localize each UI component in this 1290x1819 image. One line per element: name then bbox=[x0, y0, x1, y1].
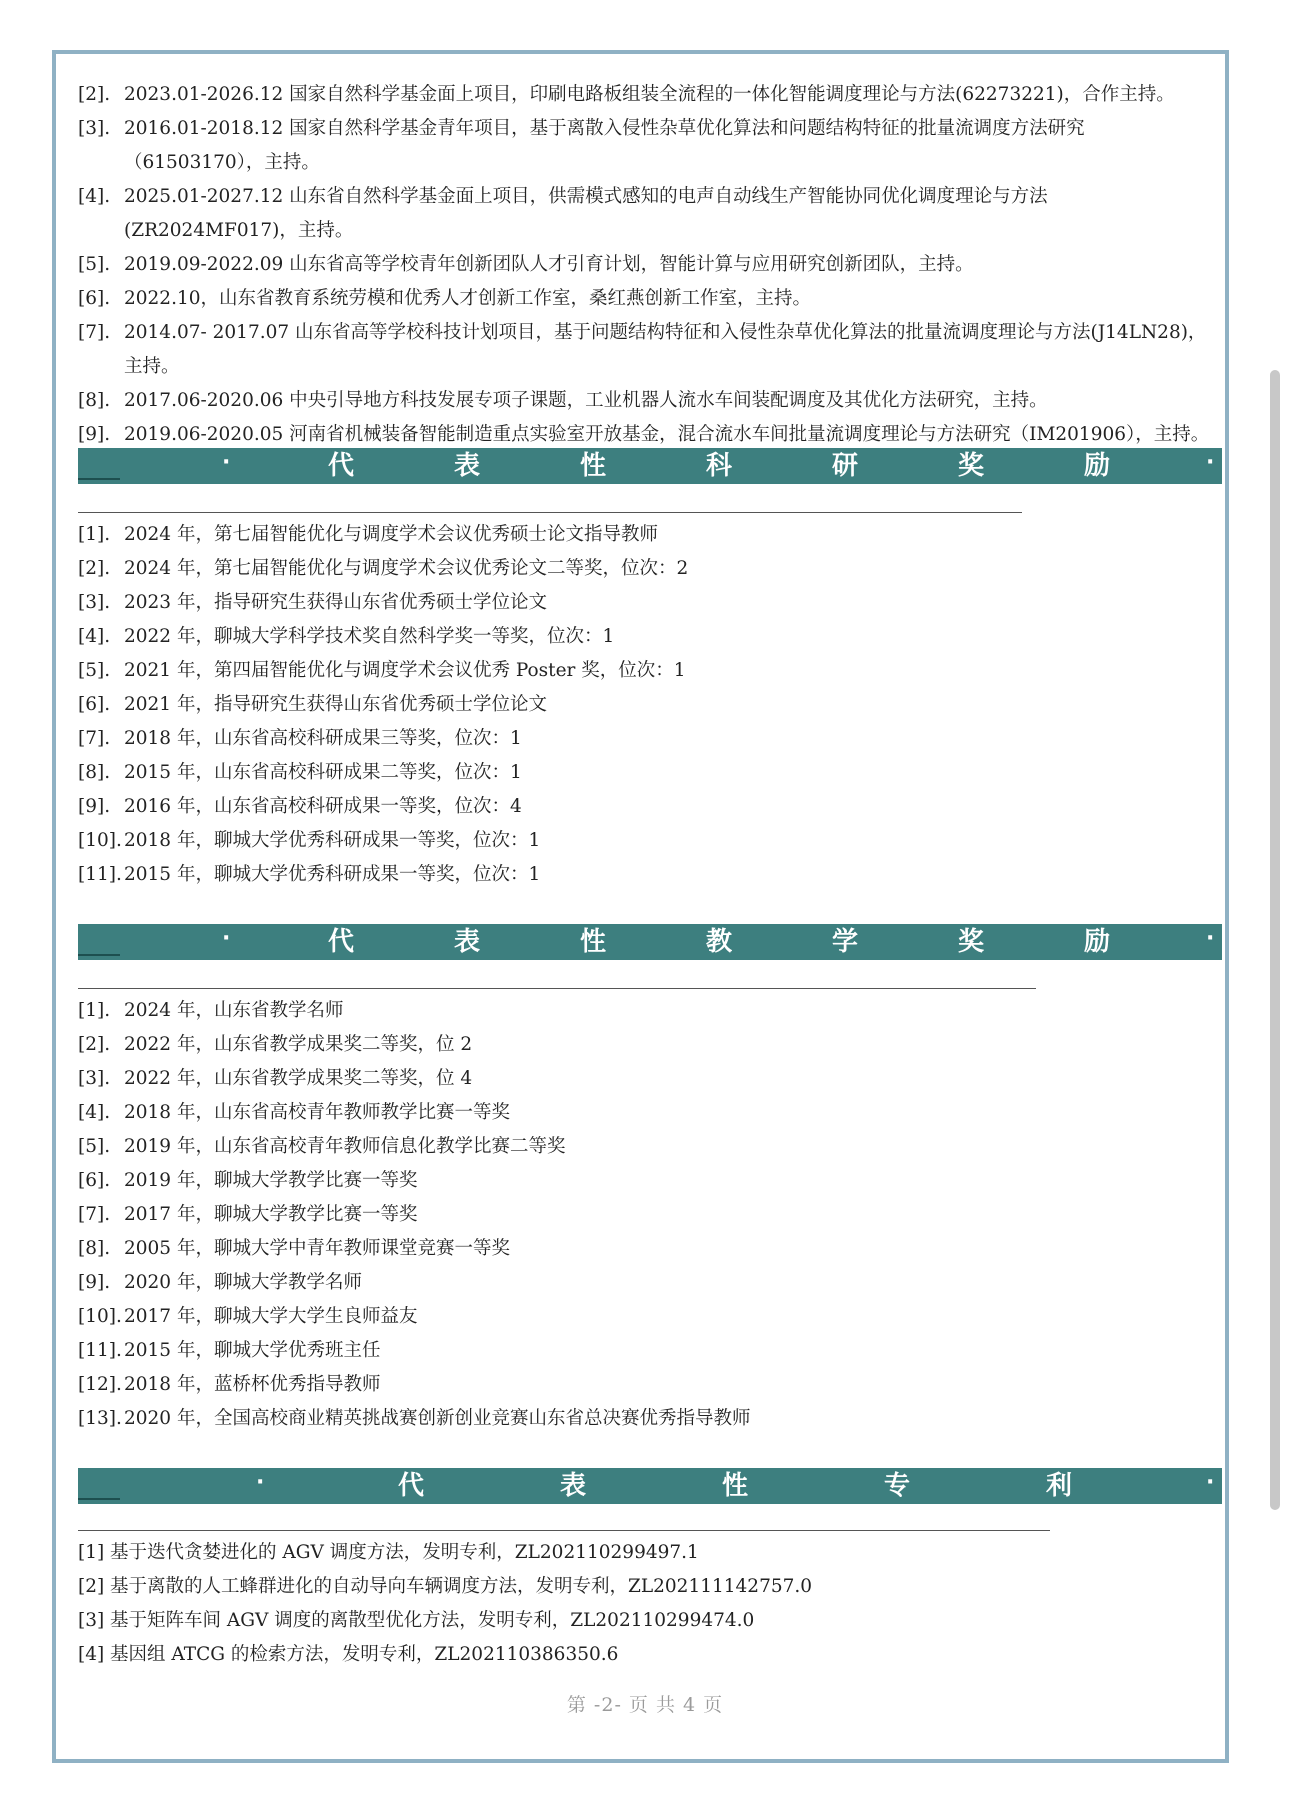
heading-char: 性 bbox=[722, 1471, 749, 1501]
list-item: [13]. 2020 年，全国高校商业精英挑战赛创新创业竞赛山东省总决赛优秀指导教师 bbox=[78, 1408, 751, 1429]
heading-char: 奖 bbox=[958, 451, 985, 481]
list-item: [10]. 2017 年，聊城大学大学生良师益友 bbox=[78, 1306, 418, 1327]
list-item: [1] 基于迭代贪婪进化的 AGV 调度方法，发明专利，ZL202110299497.1 bbox=[78, 1542, 699, 1563]
list-item: [6]. 2022.10，山东省教育系统劳模和优秀人才创新工作室，桑红燕创新工作室，主持。 bbox=[78, 288, 812, 309]
section-heading-teaching-awards bbox=[78, 924, 1222, 960]
section-heading-research-awards bbox=[78, 448, 1222, 484]
heading-char: 代 bbox=[328, 451, 355, 481]
list-item: [7]. 2014.07- 2017.07 山东省高等学校科技计划项目，基于问题结构特征和入侵性杂草优化算法的批量流调度理论与方法(J14LN28)，主持。 bbox=[78, 322, 1207, 377]
list-item: [3]. 2022 年，山东省教学成果奖二等奖，位 4 bbox=[78, 1068, 473, 1089]
list-item: [3]. 2016.01-2018.12 国家自然科学基金青年项目，基于离散入侵性杂草优化算法和问题结构特征的批量流调度方法研究（61503170），主持。 bbox=[78, 118, 1085, 173]
patent-list bbox=[78, 1536, 1218, 1672]
heading-dot: · bbox=[1206, 450, 1215, 475]
list-item: [9]. 2019.06-2020.05 河南省机械装备智能制造重点实验室开放基金，混合流水车间批量流调度理论与方法研究（IM201906），主持。 bbox=[78, 424, 1210, 445]
list-item: [4] 基因组 ATCG 的检索方法，发明专利，ZL202110386350.6 bbox=[78, 1644, 619, 1665]
list-item: [9]. 2020 年，聊城大学教学名师 bbox=[78, 1272, 362, 1293]
heading-char: 奖 bbox=[958, 927, 985, 957]
heading-char: 代 bbox=[398, 1471, 425, 1501]
list-item: [8]. 2005 年，聊城大学中青年教师课堂竞赛一等奖 bbox=[78, 1238, 510, 1259]
heading-char: 研 bbox=[832, 451, 859, 481]
list-item: [2]. 2023.01-2026.12 国家自然科学基金面上项目，印刷电路板组装全流程的一体化智能调度理论与方法(62273221)，合作主持。 bbox=[78, 84, 1175, 105]
heading-dot: · bbox=[256, 1470, 265, 1495]
page-footer: 第 -2- 页 共 4 页 bbox=[566, 1694, 724, 1716]
heading-dot: · bbox=[222, 926, 231, 951]
heading-char: 励 bbox=[1084, 451, 1111, 481]
list-item: [1]. 2024 年，第七届智能优化与调度学术会议优秀硕士论文指导教师 bbox=[78, 524, 658, 545]
heading-char: 性 bbox=[580, 927, 607, 957]
list-item: [8]. 2015 年，山东省高校科研成果二等奖，位次：1 bbox=[78, 762, 522, 783]
list-item: [2]. 2022 年，山东省教学成果奖二等奖，位 2 bbox=[78, 1034, 473, 1055]
list-item: [3]. 2023 年，指导研究生获得山东省优秀硕士学位论文 bbox=[78, 592, 547, 613]
section-rule bbox=[78, 1530, 1050, 1531]
list-item: [6]. 2019 年，聊城大学教学比赛一等奖 bbox=[78, 1170, 418, 1191]
list-item: [12]. 2018 年，蓝桥杯优秀指导教师 bbox=[78, 1374, 381, 1395]
heading-underline bbox=[78, 1498, 120, 1500]
list-item: [4]. 2025.01-2027.12 山东省自然科学基金面上项目，供需模式感知的电声自动线生产智能协同优化调度理论与方法(ZR2024MF017)，主持。 bbox=[78, 186, 1048, 241]
list-item: [11]. 2015 年，聊城大学优秀科研成果一等奖，位次：1 bbox=[78, 864, 541, 885]
list-item: [2]. 2024 年，第七届智能优化与调度学术会议优秀论文二等奖，位次：2 bbox=[78, 558, 689, 579]
heading-char: 教 bbox=[706, 927, 733, 957]
list-item: [6]. 2021 年，指导研究生获得山东省优秀硕士学位论文 bbox=[78, 694, 547, 715]
list-item: [2] 基于离散的人工蜂群进化的自动导向车辆调度方法，发明专利，ZL202111142757.0 bbox=[78, 1576, 813, 1597]
heading-char: 利 bbox=[1046, 1471, 1073, 1501]
heading-char: 专 bbox=[884, 1471, 911, 1501]
list-item: [5]. 2019.09-2022.09 山东省高等学校青年创新团队人才引育计划，智能计算与应用研究创新团队，主持。 bbox=[78, 254, 974, 275]
list-item: [4]. 2018 年，山东省高校青年教师教学比赛一等奖 bbox=[78, 1102, 510, 1123]
heading-dot: · bbox=[1206, 926, 1215, 951]
list-item: [7]. 2018 年，山东省高校科研成果三等奖，位次：1 bbox=[78, 728, 522, 749]
heading-char: 科 bbox=[706, 451, 733, 481]
heading-underline bbox=[78, 478, 120, 480]
list-item: [8]. 2017.06-2020.06 中央引导地方科技发展专项子课题，工业机器人流水车间装配调度及其优化方法研究，主持。 bbox=[78, 390, 1048, 411]
heading-char: 表 bbox=[454, 451, 481, 481]
list-item: [9]. 2016 年，山东省高校科研成果一等奖，位次：4 bbox=[78, 796, 522, 817]
scrollbar[interactable] bbox=[1270, 370, 1280, 1510]
heading-char: 表 bbox=[560, 1471, 587, 1501]
heading-dot: · bbox=[222, 450, 231, 475]
list-item: [5]. 2021 年，第四届智能优化与调度学术会议优秀 Poster 奖，位次：1 bbox=[78, 660, 686, 681]
list-item: [11]. 2015 年，聊城大学优秀班主任 bbox=[78, 1340, 381, 1361]
heading-char: 代 bbox=[328, 927, 355, 957]
list-item: [5]. 2019 年，山东省高校青年教师信息化教学比赛二等奖 bbox=[78, 1136, 566, 1157]
section-rule bbox=[78, 512, 1022, 513]
list-item: [3] 基于矩阵车间 AGV 调度的离散型优化方法，发明专利，ZL202110299474.0 bbox=[78, 1610, 755, 1631]
section-rule bbox=[78, 988, 1036, 989]
list-item: [10]. 2018 年，聊城大学优秀科研成果一等奖，位次：1 bbox=[78, 830, 541, 851]
list-item: [1]. 2024 年，山东省教学名师 bbox=[78, 1000, 344, 1021]
research-award-list bbox=[78, 518, 1218, 892]
heading-char: 性 bbox=[580, 451, 607, 481]
section-heading-patents bbox=[78, 1468, 1222, 1504]
list-item: [7]. 2017 年，聊城大学教学比赛一等奖 bbox=[78, 1204, 418, 1225]
list-item: [4]. 2022 年，聊城大学科学技术奖自然科学奖一等奖，位次：1 bbox=[78, 626, 615, 647]
teaching-award-list bbox=[78, 994, 1218, 1436]
heading-dot: · bbox=[1206, 1470, 1215, 1495]
heading-char: 学 bbox=[832, 927, 859, 957]
heading-char: 励 bbox=[1084, 927, 1111, 957]
project-list bbox=[78, 78, 1218, 452]
heading-char: 表 bbox=[454, 927, 481, 957]
heading-underline bbox=[78, 954, 120, 956]
